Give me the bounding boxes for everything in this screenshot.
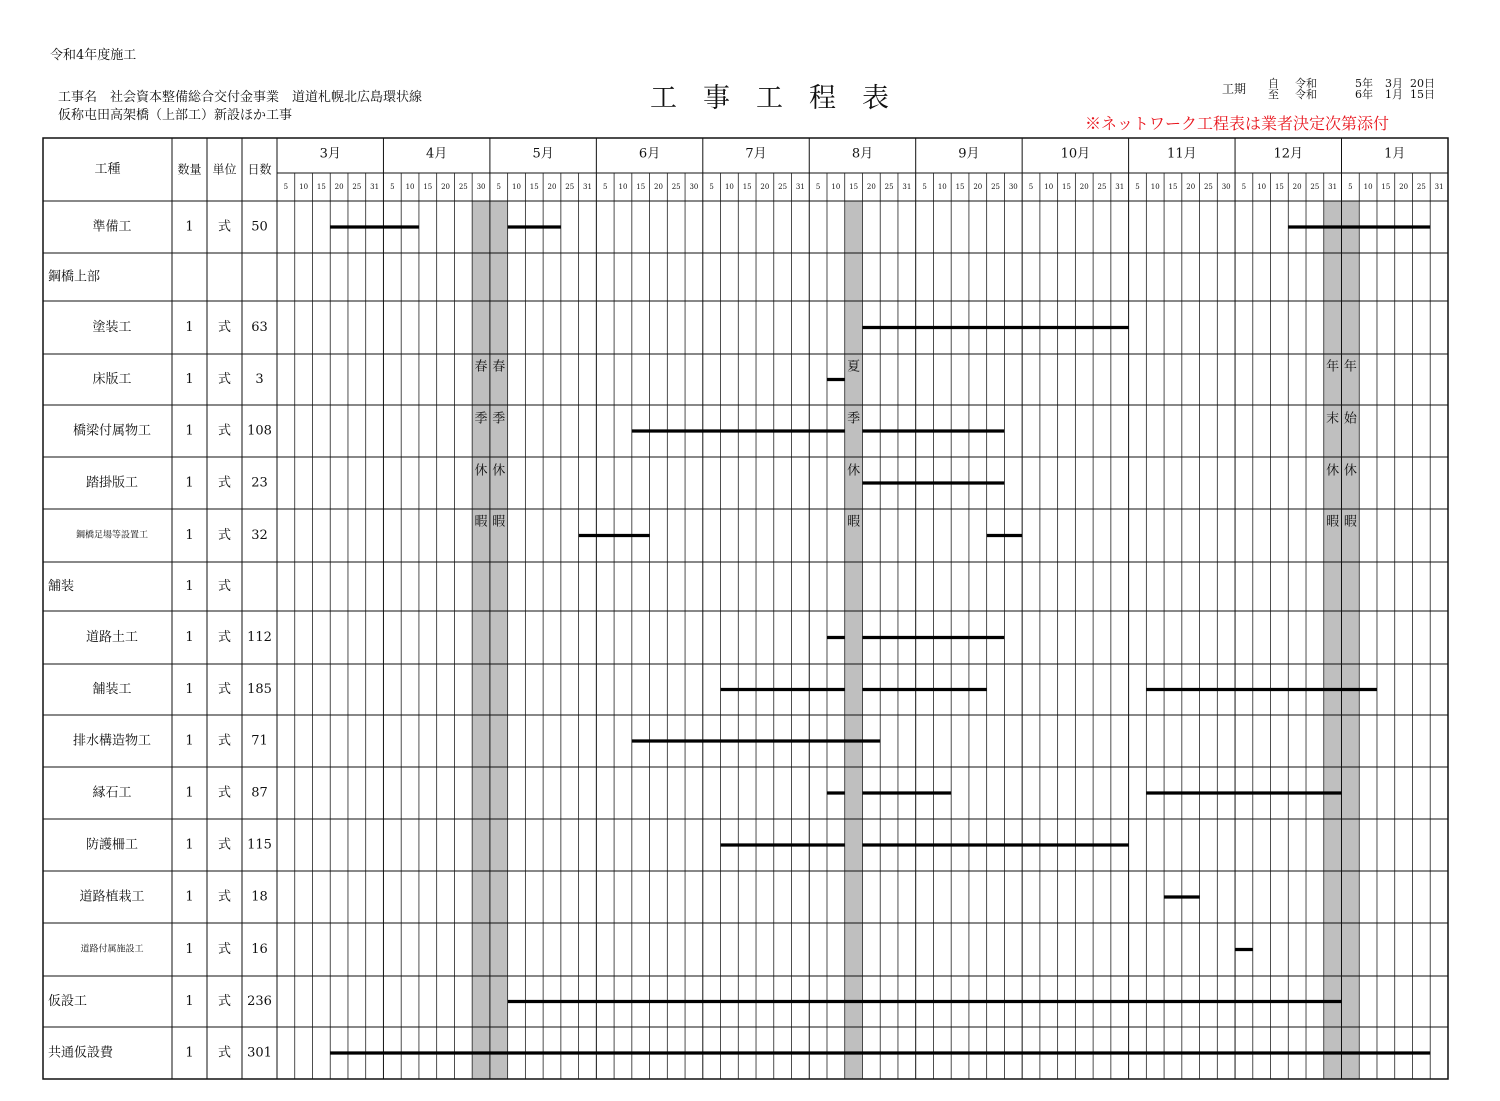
day-tick-label: 10 xyxy=(1044,183,1054,191)
day-tick-label: 31 xyxy=(902,183,912,191)
unit-value: 式 xyxy=(217,219,232,235)
days-value: 108 xyxy=(247,423,272,439)
day-tick-label: 30 xyxy=(476,183,486,191)
quantity-value: 1 xyxy=(185,579,194,594)
holiday-label-char: 季 xyxy=(474,411,488,427)
month-label: 8月 xyxy=(851,146,874,162)
quantity-value: 1 xyxy=(185,528,194,543)
work-type-label: 道路植栽工 xyxy=(79,889,145,905)
day-tick-label: 25 xyxy=(1310,183,1320,191)
day-tick-label: 5 xyxy=(390,183,395,191)
month-label: 4月 xyxy=(426,146,448,162)
unit-value: 式 xyxy=(217,733,232,749)
days-value: 87 xyxy=(251,785,268,801)
day-tick-label: 20 xyxy=(1186,183,1196,191)
month-label: 9月 xyxy=(958,146,980,162)
quantity-value: 1 xyxy=(185,320,194,335)
quantity-value: 1 xyxy=(185,889,194,905)
day-tick-label: 5 xyxy=(1135,183,1140,191)
unit-value: 式 xyxy=(217,837,232,853)
holiday-label-char: 休 xyxy=(1326,463,1340,479)
month-label: 6月 xyxy=(638,146,661,162)
holiday-label-char: 年 xyxy=(1343,359,1357,375)
unit-value: 式 xyxy=(217,423,232,439)
period-day-start: 20日 xyxy=(1410,77,1435,90)
holiday-label-char: 暇 xyxy=(474,514,488,530)
day-tick-label: 10 xyxy=(1257,183,1267,191)
period-month-end: 1月 xyxy=(1385,88,1403,101)
holiday-label-char: 暇 xyxy=(492,514,506,530)
table-border xyxy=(43,138,1448,1079)
day-tick-label: 25 xyxy=(1416,183,1426,191)
day-tick-label: 25 xyxy=(1203,183,1213,191)
days-value: 32 xyxy=(251,528,268,543)
work-type-label: 踏掛版工 xyxy=(85,475,139,491)
column-header-days: 日数 xyxy=(247,162,272,177)
day-tick-label: 31 xyxy=(1434,183,1444,191)
quantity-value: 1 xyxy=(185,1045,194,1061)
work-type-label: 鋼橋足場等設置工 xyxy=(75,530,149,541)
day-tick-label: 30 xyxy=(689,183,699,191)
day-tick-label: 25 xyxy=(778,183,788,191)
day-tick-label: 31 xyxy=(370,183,380,191)
month-label: 12月 xyxy=(1273,146,1304,162)
day-tick-label: 15 xyxy=(636,183,646,191)
unit-value: 式 xyxy=(217,630,232,645)
day-tick-label: 30 xyxy=(1008,183,1018,191)
day-tick-label: 20 xyxy=(547,183,557,191)
unit-value: 式 xyxy=(217,372,232,387)
period-era-start: 令和 xyxy=(1295,77,1317,90)
holiday-label-char: 春 xyxy=(492,359,506,375)
days-value: 112 xyxy=(247,630,272,645)
day-tick-label: 31 xyxy=(1115,183,1125,191)
period-year-start: 5年 xyxy=(1355,77,1373,90)
column-header-work-type: 工種 xyxy=(94,162,121,177)
days-value: 236 xyxy=(247,994,272,1009)
day-tick-label: 25 xyxy=(884,183,894,191)
day-tick-label: 15 xyxy=(423,183,433,191)
holiday-label-char: 休 xyxy=(1343,463,1357,479)
day-tick-label: 15 xyxy=(1274,183,1284,191)
day-tick-label: 15 xyxy=(316,183,326,191)
day-tick-label: 10 xyxy=(937,183,947,191)
work-type-label: 縁石工 xyxy=(92,785,132,801)
period-era-end: 令和 xyxy=(1295,88,1317,101)
quantity-value: 1 xyxy=(185,423,194,439)
work-type-label: 道路土工 xyxy=(85,630,139,645)
holiday-label-char: 暇 xyxy=(847,514,861,530)
month-label: 5月 xyxy=(532,146,554,162)
day-tick-label: 20 xyxy=(866,183,876,191)
quantity-value: 1 xyxy=(185,942,194,957)
work-type-label: 防護柵工 xyxy=(85,837,139,853)
month-label: 11月 xyxy=(1167,146,1197,162)
quantity-value: 1 xyxy=(185,219,194,235)
period-month-start: 3月 xyxy=(1385,77,1403,90)
day-tick-label: 25 xyxy=(671,183,681,191)
day-tick-label: 15 xyxy=(1381,183,1391,191)
day-tick-label: 15 xyxy=(742,183,752,191)
day-tick-label: 5 xyxy=(1348,183,1353,191)
day-tick-label: 15 xyxy=(529,183,539,191)
day-tick-label: 25 xyxy=(565,183,575,191)
day-tick-label: 10 xyxy=(1150,183,1160,191)
day-tick-label: 31 xyxy=(795,183,805,191)
unit-value: 式 xyxy=(217,994,232,1009)
column-header-unit: 単位 xyxy=(212,162,237,177)
day-tick-label: 20 xyxy=(1079,183,1089,191)
quantity-value: 1 xyxy=(185,733,194,749)
day-tick-label: 5 xyxy=(496,183,502,191)
month-label: 3月 xyxy=(319,146,341,162)
day-tick-label: 30 xyxy=(1221,183,1231,191)
quantity-value: 1 xyxy=(185,475,194,491)
period-day-end: 15日 xyxy=(1410,88,1435,101)
work-type-label: 舗装 xyxy=(48,579,75,594)
holiday-label-char: 夏 xyxy=(847,359,861,375)
day-tick-label: 10 xyxy=(299,183,309,191)
day-tick-label: 20 xyxy=(973,183,983,191)
holiday-label-char: 春 xyxy=(474,359,488,375)
work-name-line1: 工事名 社会資本整備総合交付金事業 道道札幌北広島環状線 xyxy=(58,90,423,105)
month-label: 1月 xyxy=(1384,146,1406,162)
day-tick-label: 10 xyxy=(405,183,415,191)
day-tick-label: 15 xyxy=(1168,183,1178,191)
unit-value: 式 xyxy=(217,682,232,697)
period-to: 至 xyxy=(1268,88,1279,101)
holiday-label-char: 季 xyxy=(492,411,506,427)
work-type-label: 舗装工 xyxy=(92,682,132,697)
column-header-quantity: 数量 xyxy=(177,162,202,177)
days-value: 16 xyxy=(251,942,268,957)
period-from: 自 xyxy=(1268,77,1279,90)
day-tick-label: 5 xyxy=(709,183,714,191)
unit-value: 式 xyxy=(217,889,232,905)
holiday-label-char: 休 xyxy=(474,463,488,479)
holiday-label-char: 休 xyxy=(847,463,861,479)
unit-value: 式 xyxy=(217,475,232,491)
day-tick-label: 25 xyxy=(1097,183,1107,191)
day-tick-label: 10 xyxy=(1363,183,1373,191)
day-tick-label: 5 xyxy=(1241,183,1247,191)
day-tick-label: 20 xyxy=(441,183,451,191)
work-name-line2: 仮称屯田高架橋（上部工）新設ほか工事 xyxy=(58,108,293,123)
day-tick-label: 20 xyxy=(760,183,770,191)
day-tick-label: 31 xyxy=(1328,183,1338,191)
work-type-label: 排水構造物工 xyxy=(72,733,152,749)
day-tick-label: 31 xyxy=(583,183,592,191)
page-title: 工事工程表 xyxy=(650,83,915,114)
unit-value: 式 xyxy=(217,785,232,801)
day-tick-label: 25 xyxy=(991,183,1000,191)
quantity-value: 1 xyxy=(185,630,194,645)
day-tick-label: 20 xyxy=(653,183,663,191)
work-type-label: 塗装工 xyxy=(92,320,132,335)
day-tick-label: 5 xyxy=(922,183,927,191)
day-tick-label: 5 xyxy=(815,183,821,191)
days-value: 63 xyxy=(251,320,268,335)
quantity-value: 1 xyxy=(185,372,194,387)
days-value: 18 xyxy=(251,889,268,905)
days-value: 301 xyxy=(247,1045,272,1061)
quantity-value: 1 xyxy=(185,994,194,1009)
day-tick-label: 10 xyxy=(724,183,734,191)
work-type-label: 道路付属施設工 xyxy=(80,944,144,955)
day-tick-label: 25 xyxy=(352,183,362,191)
fiscal-year: 令和4年度施工 xyxy=(50,48,137,63)
days-value: 50 xyxy=(251,219,268,235)
days-value: 71 xyxy=(251,733,268,749)
holiday-label-char: 始 xyxy=(1343,411,1357,427)
unit-value: 式 xyxy=(217,320,232,335)
unit-value: 式 xyxy=(217,528,232,543)
day-tick-label: 10 xyxy=(831,183,841,191)
work-type-label: 準備工 xyxy=(92,219,132,235)
day-tick-label: 10 xyxy=(618,183,628,191)
unit-value: 式 xyxy=(217,942,232,957)
days-value: 185 xyxy=(247,682,272,697)
holiday-label-char: 休 xyxy=(492,463,506,479)
day-tick-label: 5 xyxy=(283,183,289,191)
quantity-value: 1 xyxy=(185,837,194,853)
day-tick-label: 15 xyxy=(1062,183,1071,191)
holiday-label-char: 年 xyxy=(1326,359,1340,375)
day-tick-label: 25 xyxy=(458,183,468,191)
holiday-band xyxy=(845,201,863,1079)
period-label: 工期 xyxy=(1222,82,1247,96)
work-type-label: 橋梁付属物工 xyxy=(72,423,152,439)
days-value: 3 xyxy=(255,372,264,387)
holiday-label-char: 暇 xyxy=(1326,514,1340,530)
period-year-end: 6年 xyxy=(1355,88,1373,101)
work-type-label: 仮設工 xyxy=(48,994,88,1009)
day-tick-label: 10 xyxy=(512,183,521,191)
day-tick-label: 5 xyxy=(1028,183,1034,191)
holiday-label-char: 暇 xyxy=(1343,514,1357,530)
month-label: 10月 xyxy=(1060,146,1091,162)
network-note: ※ネットワーク工程表は業者決定次第添付 xyxy=(1085,114,1390,133)
work-type-label: 鋼橋上部 xyxy=(48,269,101,285)
days-value: 115 xyxy=(247,837,272,853)
day-tick-label: 15 xyxy=(955,183,965,191)
day-tick-label: 20 xyxy=(1399,183,1409,191)
holiday-label-char: 末 xyxy=(1326,411,1340,427)
work-type-label: 共通仮設費 xyxy=(48,1045,114,1061)
day-tick-label: 5 xyxy=(602,183,608,191)
day-tick-label: 20 xyxy=(334,183,344,191)
days-value: 23 xyxy=(251,475,268,491)
work-type-label: 床版工 xyxy=(92,372,132,387)
day-tick-label: 20 xyxy=(1292,183,1302,191)
day-tick-label: 15 xyxy=(849,183,859,191)
quantity-value: 1 xyxy=(185,785,194,801)
quantity-value: 1 xyxy=(185,682,194,697)
unit-value: 式 xyxy=(217,1045,232,1061)
month-label: 7月 xyxy=(745,146,767,162)
holiday-label-char: 季 xyxy=(847,411,861,427)
unit-value: 式 xyxy=(217,579,232,594)
